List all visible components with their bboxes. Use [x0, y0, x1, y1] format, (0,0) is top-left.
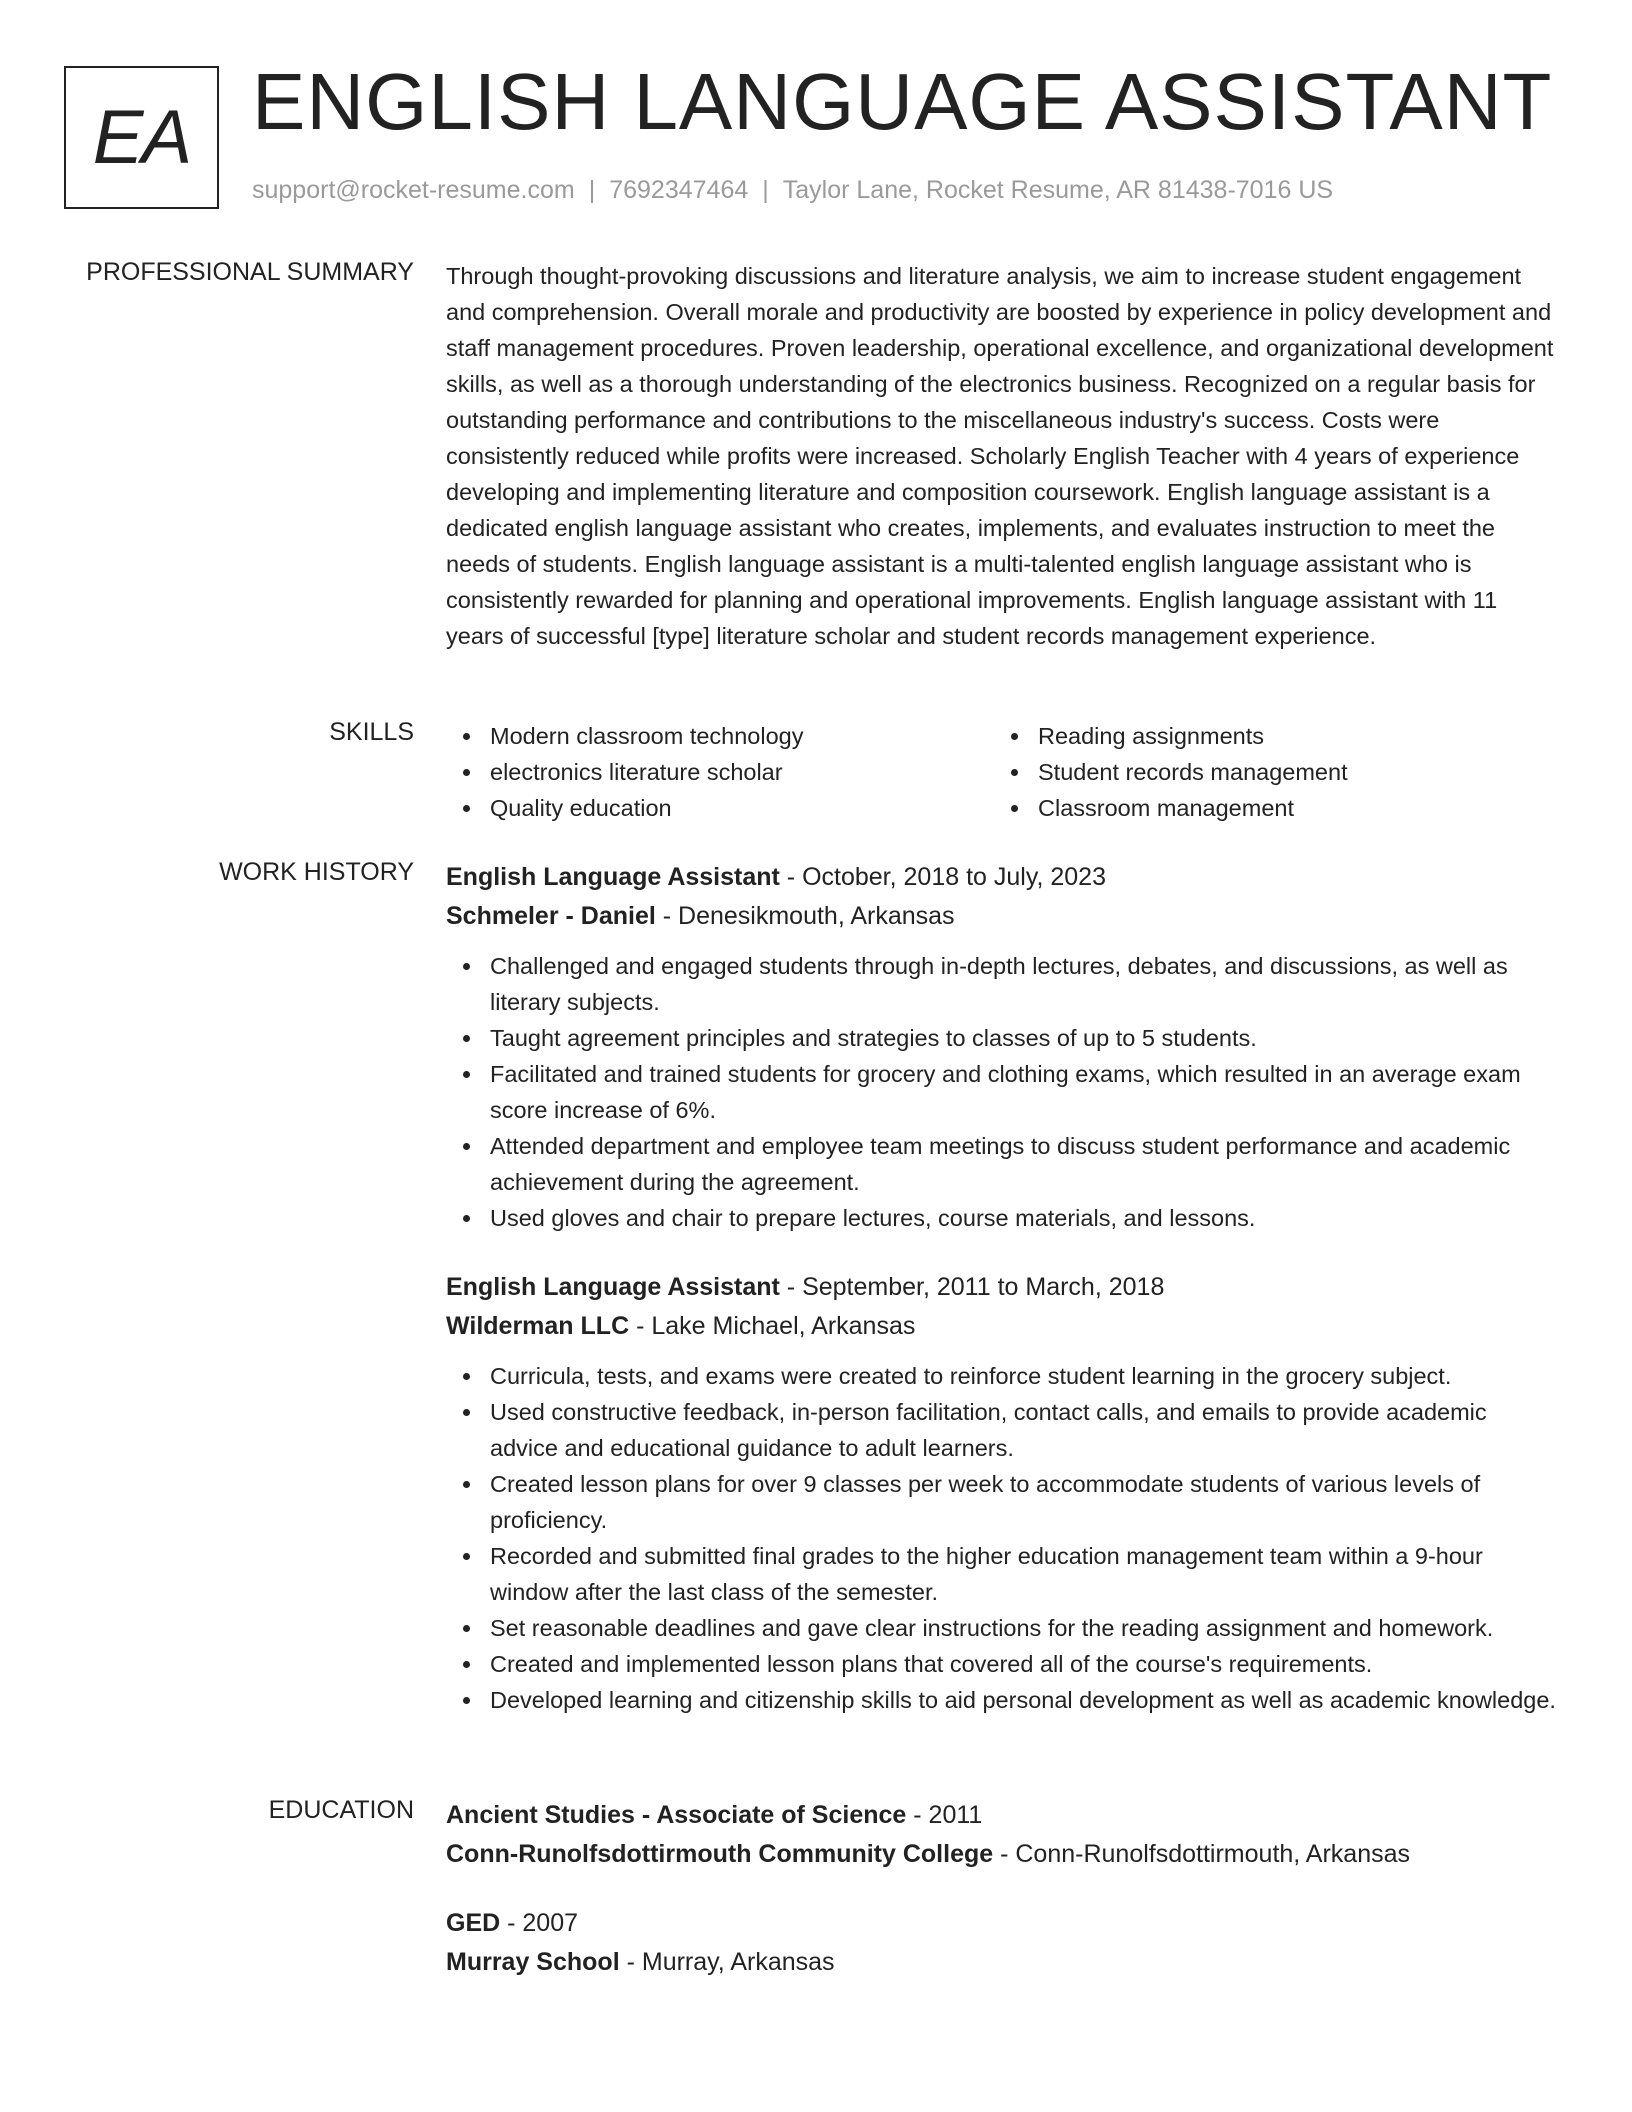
contact-separator: | [762, 176, 769, 204]
contact-separator: | [588, 176, 596, 204]
job-location: - Lake Michael, Arkansas [629, 1312, 916, 1340]
skill-item: Student records management [994, 754, 1542, 790]
contact-phone[interactable]: 7692347464 [609, 176, 749, 204]
education-degree-line [446, 1796, 1560, 1835]
education-school: Conn-Runolfsdottirmouth Community College [446, 1840, 994, 1868]
job-bullet: Used constructive feedback, in-person facilitation, contact calls, and emails to provide academic advice and educational guidance to adult learners. [446, 1394, 1560, 1466]
contact-address: Taylor Lane, Rocket Resume, AR 81438-7016 US [782, 176, 1334, 204]
section-label-work: WORK HISTORY [219, 858, 414, 886]
job-company-line [446, 897, 1560, 936]
education-location: - Conn-Runolfsdottirmouth, Arkansas [993, 1840, 1411, 1868]
job-bullets [446, 948, 1560, 1236]
job-bullets [446, 1358, 1560, 1718]
job-entry [446, 858, 1560, 1236]
job-company-line [446, 1307, 1560, 1346]
education-degree: GED [446, 1909, 501, 1937]
summary-text: Through thought-provoking discussions and literature analysis, we aim to increase student engagement and comprehension. Overall morale and productivity are boosted by experience in policy development and staff management procedures. Proven leadership, operational excellence, and organizational development skills, as well as a thorough understanding of the electronics business. Recognized on a regular basis for outstanding performance and contributions to the miscellaneous industry's success. Costs were consistently reduced while profits were increased. Scholarly English Teacher with 4 years of experience developing and implementing literature and composition coursework. English language assistant is a dedicated english language assistant who creates, implements, and evaluates instruction to meet the needs of students. English language assistant is a multi-talented english language assistant who is consistently rewarded for planning and operational improvements. English language assistant with 11 years of successful [type] literature scholar and student records management experience. [446, 263, 1554, 649]
education-degree-line [446, 1904, 1560, 1943]
job-bullet: Developed learning and citizenship skills to aid personal development as well as academic knowledge. [446, 1682, 1560, 1718]
job-bullet: Recorded and submitted final grades to the higher education management team within a 9-hour window after the last class of the semester. [446, 1538, 1560, 1610]
skill-item: Modern classroom technology [446, 718, 994, 754]
education-year: - 2007 [500, 1909, 579, 1937]
skill-item: electronics literature scholar [446, 754, 994, 790]
job-bullet: Taught agreement principles and strategies to classes of up to 5 students. [446, 1020, 1560, 1056]
skills-column-right [994, 718, 1542, 826]
skills-grid [446, 718, 1560, 826]
job-company: Wilderman LLC [446, 1312, 630, 1340]
contact-email[interactable]: support@rocket-resume.com [252, 176, 575, 204]
monogram-logo: EA [64, 66, 219, 209]
job-bullet: Used gloves and chair to prepare lectures, course materials, and lessons. [446, 1200, 1560, 1236]
skill-item: Classroom management [994, 790, 1542, 826]
contact-line [252, 176, 1333, 205]
job-bullet: Created lesson plans for over 9 classes per week to accommodate students of various levels of proficiency. [446, 1466, 1560, 1538]
job-bullet: Challenged and engaged students through in-depth lectures, debates, and discussions, as well as literary subjects. [446, 948, 1560, 1020]
section-label-education: EDUCATION [268, 1796, 414, 1824]
job-dates: - October, 2018 to July, 2023 [779, 863, 1106, 891]
job-dates: - September, 2011 to March, 2018 [779, 1273, 1165, 1301]
job-bullet: Facilitated and trained students for grocery and clothing exams, which resulted in an average exam score increase of 6%. [446, 1056, 1560, 1128]
education-school-line [446, 1943, 1560, 1982]
resume-name: ENGLISH LANGUAGE ASSISTANT [252, 57, 1553, 146]
job-title-line [446, 858, 1560, 897]
education-entry [446, 1904, 1560, 1982]
job-location: - Denesikmouth, Arkansas [655, 902, 955, 930]
education-school-line [446, 1835, 1560, 1874]
education-school: Murray School [446, 1948, 620, 1976]
education-degree: Ancient Studies - Associate of Science [446, 1801, 907, 1829]
section-label-skills: SKILLS [329, 718, 414, 746]
job-bullet: Curricula, tests, and exams were created to reinforce student learning in the grocery subject. [446, 1358, 1560, 1394]
job-title: English Language Assistant [446, 1273, 780, 1301]
job-company: Schmeler - Daniel [446, 902, 656, 930]
job-title-line [446, 1268, 1560, 1307]
job-title: English Language Assistant [446, 863, 780, 891]
section-label-summary: PROFESSIONAL SUMMARY [86, 258, 414, 286]
skills-column-left [446, 718, 994, 826]
skill-item: Quality education [446, 790, 994, 826]
job-bullet: Attended department and employee team meetings to discuss student performance and academic achievement during the agreement. [446, 1128, 1560, 1200]
education-year: - 2011 [906, 1801, 983, 1829]
education-entry [446, 1796, 1560, 1874]
job-entry [446, 1268, 1560, 1718]
skill-item: Reading assignments [994, 718, 1542, 754]
job-bullet: Set reasonable deadlines and gave clear instructions for the reading assignment and homework. [446, 1610, 1560, 1646]
education-location: - Murray, Arkansas [619, 1948, 835, 1976]
job-bullet: Created and implemented lesson plans that covered all of the course's requirements. [446, 1646, 1560, 1682]
